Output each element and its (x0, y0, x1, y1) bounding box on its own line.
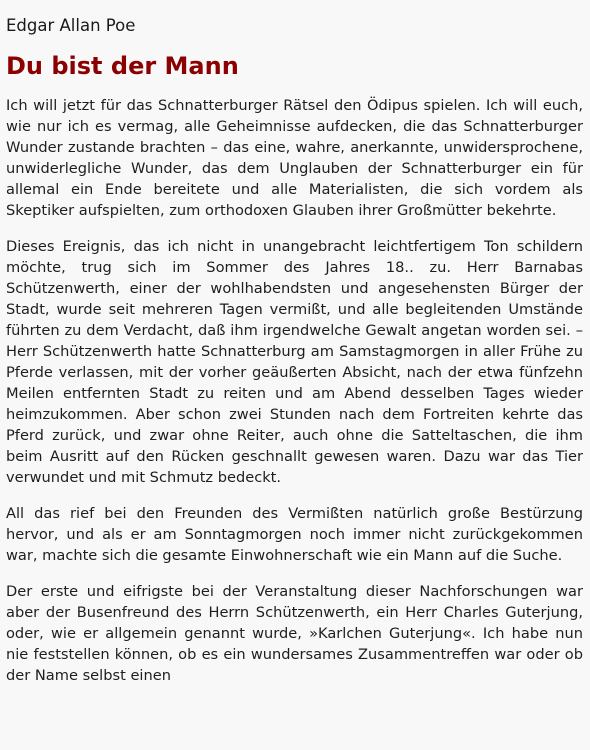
paragraph-4: Der erste und eifrigste bei der Veranstaltung dieser Nachforschungen war aber der Busenfreund des Herrn Schützenwerth, ein Herr Charles Guterjung, oder, wie er allgemein genannt wurde, »Karlchen Guterjung«. Ich habe nun nie feststellen können, ob es ein wundersames Zusammentreffen war oder ob der Name selbst einen (6, 583, 583, 684)
author-name: Edgar Allan Poe (6, 16, 136, 35)
paragraph-3: All das rief bei den Freunden des Vermißten natürlich große Bestürzung hervor, und als er am Sonntagmorgen noch immer nicht zurückgekommen war, machte sich die gesamte Einwohnerschaft wie ein Mann auf die Suche. (6, 505, 583, 564)
story-title: Du bist der Mann (6, 52, 239, 80)
document-page (6, 0, 583, 686)
paragraph-1: Ich will jetzt für das Schnatterburger Rätsel den Ödipus spielen. Ich will euch, wie nur ich es vermag, alle Geheimnisse aufdecken, die das Schnatterburger Wunder zustande brachten – das eine, wahre, anerkannte, unwidersprochene, unwiderlegliche Wunder, das dem Unglauben der Schnatterburger ein für allemal ein Ende bereitete und alle Materialisten, die sich vordem als Skeptiker aufspielten, zum orthodoxen Glauben ihrer Großmütter bekehrte. (6, 97, 583, 219)
paragraph-2: Dieses Ereignis, das ich nicht in unangebracht leichtfertigem Ton schildern möchte, trug sich im Sommer des Jahres 18.. zu. Herr Barnabas Schützenwerth, einer der wohlhabendsten und angesehensten Bürger der Stadt, wurde seit mehreren Tagen vermißt, und alle begleitenden Umstände führten zu dem Verdacht, daß ihm irgendwelche Gewalt angetan worden sei. – Herr Schützenwerth hatte Schnatterburg am Samstagmorgen in aller Frühe zu Pferde verlassen, mit der vorher geäußerten Absicht, nach der etwa fünfzehn Meilen entfernten Stadt zu reiten und am Abend desselben Tages wieder heimzukommen. Aber schon zwei Stunden nach dem Fortreiten kehrte das Pferd zurück, und zwar ohne Reiter, auch ohne die Satteltaschen, die ihm beim Ausritt auf den Rücken geschnallt gewesen waren. Dazu war das Tier verwundet und mit Schmutz bedeckt. (6, 238, 583, 486)
